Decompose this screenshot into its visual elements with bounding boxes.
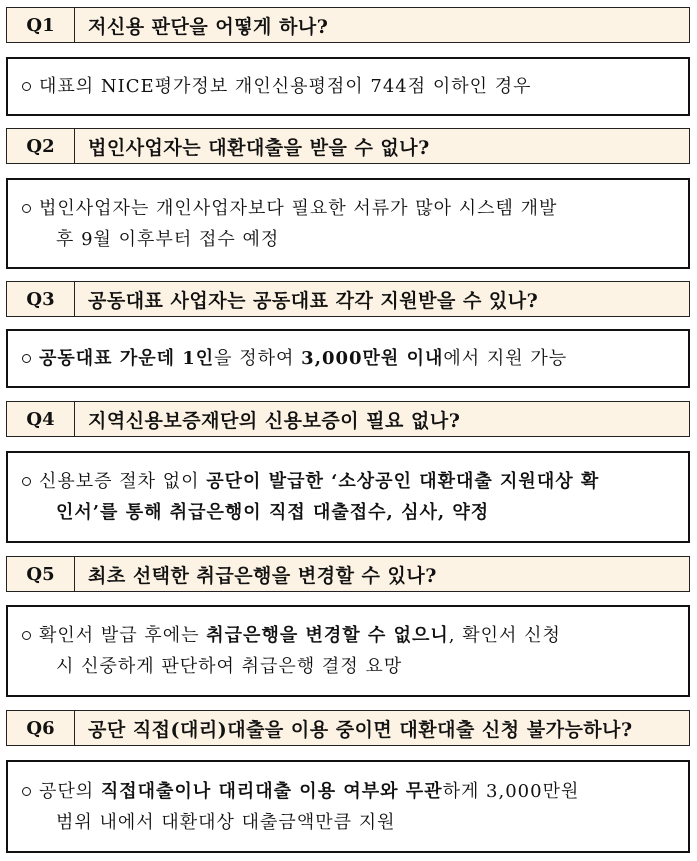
answer-bold: 공동대표 가운데 1인 bbox=[39, 348, 215, 369]
question-row-4 bbox=[6, 401, 690, 437]
answer-line-2: 시 신중하게 판단하여 취급은행 결정 요망 bbox=[56, 656, 403, 677]
question-text: 공동대표 사업자는 공동대표 각각 지원받을 수 있나? bbox=[88, 289, 539, 312]
question-row-5 bbox=[6, 556, 690, 592]
question-row-1 bbox=[6, 7, 690, 43]
answer-text: 대표의 NICE평가정보 개인신용평점이 744점 이하인 경우 bbox=[39, 76, 532, 97]
question-text: 저신용 판단을 어떻게 하나? bbox=[88, 15, 329, 38]
question-number: Q4 bbox=[7, 402, 75, 436]
answer-text: 신용보증 절차 없이 bbox=[39, 471, 207, 492]
bullet-icon bbox=[20, 629, 33, 642]
question-number: Q2 bbox=[7, 129, 75, 163]
answer-box-3 bbox=[6, 329, 690, 388]
answer-bold: 취급은행을 변경할 수 없으니 bbox=[206, 625, 449, 646]
question-number: Q1 bbox=[7, 8, 75, 42]
answer-text: 하게 3,000만원 bbox=[442, 780, 580, 802]
question-row-3 bbox=[6, 281, 690, 317]
answer-line-2: 인서’를 통해 취급은행이 직접 대출접수, 심사, 약정 bbox=[56, 502, 490, 523]
answer-box-5 bbox=[6, 605, 690, 697]
question-text: 공단 직접(대리)대출을 이용 중이면 대환대출 신청 불가능하나? bbox=[88, 718, 633, 741]
answer-bold: 3,000만원 이내 bbox=[301, 348, 444, 369]
question-row-2 bbox=[6, 128, 690, 164]
question-text: 지역신용보증재단의 신용보증이 필요 없나? bbox=[88, 409, 461, 432]
answer-box-4 bbox=[6, 451, 690, 543]
question-text: 최초 선택한 취급은행을 변경할 수 있나? bbox=[88, 564, 437, 587]
bullet-icon bbox=[20, 475, 33, 488]
bullet-icon bbox=[20, 202, 33, 215]
answer-line-2: 범위 내에서 대환대상 대출금액만큼 지원 bbox=[56, 811, 396, 833]
answer-bold: 직접대출이나 대리대출 이용 여부와 무관 bbox=[100, 780, 443, 802]
answer-text: 확인서 발급 후에는 bbox=[39, 625, 207, 646]
question-row-6 bbox=[6, 710, 690, 746]
question-text: 법인사업자는 대환대출을 받을 수 없나? bbox=[88, 136, 430, 159]
answer-text: 에서 지원 가능 bbox=[443, 348, 568, 369]
answer-line-1: 법인사업자는 개인사업자보다 필요한 서류가 많아 시스템 개발 bbox=[39, 197, 558, 219]
answer-box-6 bbox=[6, 760, 690, 853]
answer-box-2 bbox=[6, 178, 690, 269]
answer-text: 공단의 bbox=[39, 780, 101, 802]
answer-line-2: 후 9월 이후부터 접수 예정 bbox=[56, 228, 280, 250]
question-number: Q3 bbox=[7, 282, 75, 316]
question-number: Q6 bbox=[7, 711, 75, 745]
answer-text: , 확인서 신청 bbox=[448, 625, 561, 646]
question-number: Q5 bbox=[7, 557, 75, 591]
bullet-icon bbox=[20, 80, 33, 93]
answer-text: 을 정하여 bbox=[214, 348, 302, 369]
bullet-icon bbox=[20, 785, 33, 798]
answer-box-1 bbox=[6, 57, 690, 116]
bullet-icon bbox=[20, 352, 33, 365]
answer-bold: 공단이 발급한 ‘소상공인 대환대출 지원대상 확 bbox=[206, 471, 600, 492]
